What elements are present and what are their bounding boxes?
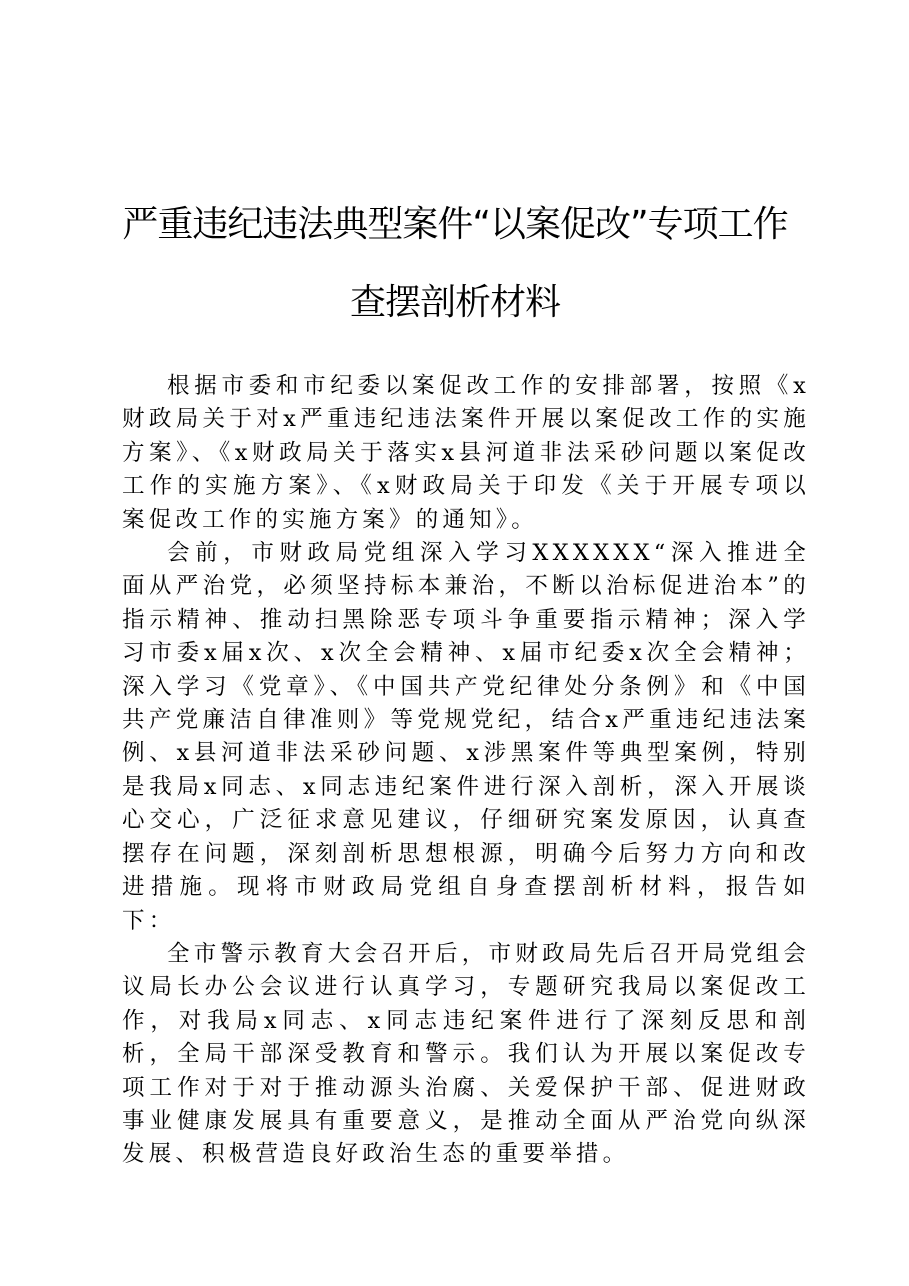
document-title bbox=[110, 186, 800, 342]
document-title-line-1: 严重违纪违法典型案件“以案促改”专项工作 bbox=[122, 204, 788, 245]
body-paragraph-1: 根据市委和市纪委以案促改工作的安排部署，按照《x财政局关于对x严重违纪违法案件开展以案促改工作的实施方案》、《x财政局关于落实x县河道非法采砂问题以案促改工作的实施方案》、《x财政局关于印发《关于开展专项以案促改工作的实施方案》的通知》。 bbox=[122, 373, 810, 533]
document-title-line-2: 查摆剖析材料 bbox=[349, 282, 560, 323]
body-paragraph-2: 会前，市财政局党组深入学习XXXXXX“深入推进全面从严治党，必须坚持标本兼治，不断以治标促进治本”的指示精神、推动扫黑除恶专项斗争重要指示精神；深入学习市委x届x次、x次全会精神、x届市纪委x次全会精神；深入学习《党章》、《中国共产党纪律处分条例》和《中国共产党廉洁自律准则》等党规党纪，结合x严重违纪违法案例、x县河道非法采砂问题、x涉黑案件等典型案例，特别是我局x同志、x同志违纪案件进行深入剖析，深入开展谈心交心，广泛征求意见建议，仔细研究案发原因，认真查摆存在问题，深刻剖析思想根源，明确今后努力方向和改进措施。现将市财政局党组自身查摆剖析材料，报告如下： bbox=[122, 540, 810, 934]
document-body bbox=[122, 370, 810, 1172]
body-paragraph-3: 全市警示教育大会召开后，市财政局先后召开局党组会议局长办公会议进行认真学习，专题研究我局以案促改工作，对我局x同志、x同志违纪案件进行了深刻反思和剖析，全局干部深受教育和警示。我们认为开展以案促改专项工作对于对于推动源头治腐、关爱保护干部、促进财政事业健康发展具有重要意义，是推动全面从严治党向纵深发展、积极营造良好政治生态的重要举措。 bbox=[122, 940, 810, 1168]
